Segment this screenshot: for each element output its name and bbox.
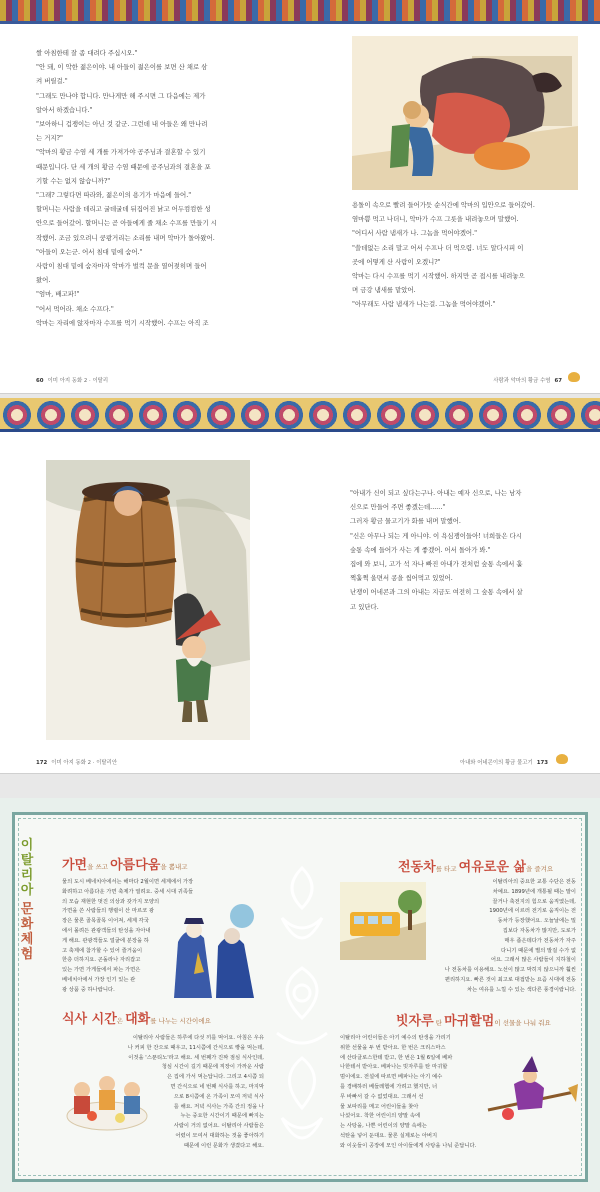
decorative-border-top bbox=[0, 0, 600, 24]
cat-icon bbox=[568, 372, 580, 382]
decorative-border-top bbox=[0, 398, 600, 432]
book-spread-3-culture bbox=[0, 798, 600, 1192]
folio-left bbox=[36, 758, 117, 766]
vertical-section-title bbox=[18, 838, 36, 962]
section-line: 화려하고 아름다운 가면 축제가 열려요. 중세 시대 귀족들 bbox=[62, 888, 194, 895]
story-line: 알아서 하겠습니다." bbox=[36, 105, 93, 114]
section-line: 매우 좁은데다가 전동차가 자주 bbox=[504, 937, 576, 944]
page-number-left: 60 bbox=[36, 378, 44, 384]
page-number-right: 67 bbox=[554, 378, 562, 384]
page-number-right: 173 bbox=[536, 760, 548, 766]
story-line: 왔어. bbox=[36, 276, 51, 285]
folio-left bbox=[36, 376, 108, 384]
running-head-right: 아내와 어네콘이의 황금 물고기 bbox=[459, 760, 533, 766]
vertical-title-culture: 문 화 체 험 bbox=[20, 902, 34, 962]
section-line: 다니기 때문에 별의 발걸 수가 없 bbox=[501, 947, 576, 954]
page-number-left: 172 bbox=[36, 760, 48, 766]
masked-figures-art bbox=[168, 902, 260, 1002]
illustration-family-dinner bbox=[62, 1066, 152, 1138]
section-line: 게 해요. 관광객들도 얼굴에 분장을 하 bbox=[62, 937, 149, 944]
folio-right bbox=[460, 758, 548, 766]
section-line: 으로 8시쯤에 온 가족이 모여 저녁 식사 bbox=[173, 1093, 264, 1100]
devil-scene-art bbox=[352, 36, 578, 190]
story-line: 난쟁이 어네콘과 그의 아내는 지금도 여전히 그 숲통 속에서 살 bbox=[350, 588, 523, 597]
dinner-scene-art bbox=[62, 1066, 152, 1138]
story-line: 숲통 속에 들어가 사는 게 좋겠어. 어서 돌아가 봐." bbox=[350, 545, 491, 554]
story-line: "어서 먹어라. 채소 수프다." bbox=[36, 304, 114, 313]
story-line: "엄마, 배고파!" bbox=[36, 290, 80, 299]
section-line: 이탈리아의 중요한 교통 수단은 전동 bbox=[492, 879, 576, 885]
section-line: 장은 물론 골목골목 이어져, 세계 각국 bbox=[62, 918, 149, 925]
section-title-meals: 식사 시간은 대화를 나누는 시간이에요 bbox=[62, 1012, 211, 1027]
section-line: 끌거나 축전지의 힘으로 움직였는데, bbox=[492, 898, 576, 905]
section-line: 나 커피 한 잔으로 때우고, 11시쯤에 간식으로 빵을 먹는데, bbox=[127, 1044, 264, 1051]
running-head-left: 이미 아지 동화 2 · 이탈리 bbox=[47, 378, 109, 384]
story-line: 켜 버릴걸." bbox=[36, 77, 68, 86]
section-line: 나한테서 받아요. 베파나는 빗자루를 탄 마귀할 bbox=[340, 1064, 448, 1071]
section-line: 어렸이 모여서 대화하는 것을 좋아하기 bbox=[175, 1132, 264, 1139]
story-line: 며 금강 냄새를 맡았어. bbox=[352, 286, 416, 295]
section-title-befana: 빗자루 탄 마귀할멈이 선물을 나눠 줘요 bbox=[396, 1014, 551, 1029]
illustration-befana-witch bbox=[484, 1054, 578, 1130]
story-line: "안 돼, 이 악한 젊은이야. 내 아들이 젊은이를 보면 산 채로 삼 bbox=[36, 63, 208, 72]
story-line: 집에 와 보니, 고가 석 자나 빠진 아내가 전처럼 숲통 속에서 훌 bbox=[350, 560, 523, 569]
barrel-scene-art bbox=[46, 460, 250, 740]
book-spread-2 bbox=[0, 398, 600, 774]
story-line: 안으로 들어갔어. 할머니는 곧 아들에게 줄 채소 수프를 만들기 시 bbox=[36, 219, 217, 228]
section-line: 차예요. 1899년에 개통될 때는 말이 bbox=[492, 888, 576, 895]
section-line: 석탄을 넣어 둔대요. 물론 실제로는 아버지 bbox=[340, 1132, 438, 1139]
story-text-left bbox=[36, 46, 286, 330]
story-line: "보아하니 겁쟁이는 아닌 것 같군. 그런데 내 아들은 왜 만나려 bbox=[36, 120, 208, 129]
section-line: 한층 더하지요. 곤돌라나 자리잡고 bbox=[62, 957, 141, 964]
section-line: 를 경배하러 베들레헴에 가려고 했지만, 너 bbox=[340, 1083, 438, 1090]
story-line: 작했어. 조금 있으려니 쿵쾅거리는 소리를 내며 악마가 돌아왔어. bbox=[36, 233, 215, 242]
illustration-tram bbox=[340, 882, 426, 960]
running-head-right: 사람과 악마의 황금 수염 bbox=[493, 378, 551, 384]
section-line: 는 사탕을, 나쁜 어린이의 양말 속에는 bbox=[340, 1123, 427, 1130]
section-line: 에서 몰려든 관광객들의 탄성을 자아내 bbox=[62, 927, 151, 934]
section-line: 편리하지요. 빠른 것이 최고로 대접받는 요즘 시대에 전동 bbox=[444, 976, 576, 983]
section-line: 때문에 이런 문화가 생겼다고 해요. bbox=[183, 1142, 264, 1149]
story-line: "신은 아무나 되는 게 아니야. 이 욕심쟁이들아! 너희들은 다시 bbox=[350, 531, 522, 540]
illustration-carnival-masks bbox=[168, 902, 260, 1002]
section-line: 위한 선물을 두 번 받아요. 한 번은 크리스마스 bbox=[340, 1044, 446, 1051]
story-line: "쓸데없는 소리 말고 어서 수프나 더 먹으렴. 너도 알다시피 이 bbox=[352, 243, 524, 252]
section-line: 무 바빠서 갈 수 없었대요. 그래서 선 bbox=[340, 1093, 424, 1100]
section-line: 이것을 '스푼티노'라고 해요. 세 번째가 진짜 점심 식사인데, bbox=[128, 1054, 264, 1061]
story-line: "아무래도 사람 냄새가 나는걸. 그놈을 먹어야겠어." bbox=[352, 300, 496, 309]
story-line: "어디서 사람 냄새가 나. 그놈을 먹어야겠어." bbox=[352, 229, 478, 238]
section-line: 와 이웃들이 공장에 모인 아이들에게 사탕을 나눠 준답니다. bbox=[340, 1142, 477, 1149]
story-line: 그러자 황금 물고기가 화를 내며 말했어. bbox=[350, 517, 461, 526]
section-line: 동차가 등장했어요. 오늘날에는 밀 bbox=[497, 918, 576, 925]
folio-right bbox=[493, 376, 562, 384]
section-line: 나섰어요. 착한 어린이의 양말 속에 bbox=[340, 1113, 421, 1120]
section-line: 면 간식으로 네 번째 식사를 하고, 마지막 bbox=[170, 1083, 264, 1090]
story-line: "아내가 신이 되고 싶다는구나. 아내는 예자 신으로, 나는 남자 bbox=[350, 489, 522, 497]
section-line: 멈이에요. 전설에 따르면 베파나는 아기 예수 bbox=[340, 1074, 443, 1081]
section-line: 에 산타클로스한테 받고, 한 번은 1월 6일에 베파 bbox=[340, 1054, 453, 1061]
center-ornament bbox=[262, 858, 342, 1178]
story-line: 용돌이 속으로 빨려 들어가듯 순식간에 악마의 입안으로 들어갔어. bbox=[352, 201, 535, 209]
witch-on-broom-art bbox=[484, 1054, 578, 1130]
section-line: 사람이 거의 없어요. 이탈리아 사람들은 bbox=[173, 1123, 264, 1130]
story-line: 기할 수는 없지 않습니까?" bbox=[36, 176, 111, 185]
section-line: 물의 도시 베네치아에서는 해마다 2월이면 세계에서 가장 bbox=[62, 879, 194, 885]
vertical-title-country: 이 탈 리 아 bbox=[20, 838, 34, 898]
story-line: 때문입니다. 단 세 개의 황금 수염 때문에 공주님과의 결혼을 포 bbox=[36, 162, 211, 171]
section-line: 이탈리아 어린이들은 아기 예수의 탄생을 가리기 bbox=[340, 1035, 451, 1041]
section-line: 광 상품 중 하나랍니다. bbox=[62, 986, 115, 993]
section-line: 은 집에 가서 먹는답니다. 그리고 4시쯤 되 bbox=[166, 1074, 264, 1081]
story-line: 악마는 자리에 앉자마자 수프를 먹기 시작했어. 수프는 아직 조 bbox=[36, 318, 209, 327]
story-line: 악마는 다시 수프를 먹기 시작했어. 하지만 곧 접시를 내려놓으 bbox=[352, 272, 525, 281]
section-line: 고 축제에 참가할 수 있어 즐거움이 bbox=[62, 947, 143, 954]
illustration-barrel-dwarf bbox=[46, 460, 250, 740]
section-line: 어요. 그래서 많은 사람들이 지하철이 bbox=[490, 957, 576, 964]
section-line: 1900년에 이르러 전기로 움직이는 전 bbox=[489, 908, 576, 915]
story-line: 고 있단다. bbox=[350, 602, 379, 611]
section-title-trams: 전동차를 타고 여유로운 삶을 즐겨요 bbox=[398, 860, 554, 875]
section-line: 누는 중요한 시간이기 때문에 빠지는 bbox=[180, 1113, 264, 1120]
story-line: "아들이 오는군. 어서 침대 밑에 숨어." bbox=[36, 247, 143, 256]
story-line: 사람이 침대 밑에 숨자마자 악마가 벌컥 문을 열어젖히며 들어 bbox=[36, 262, 207, 271]
story-line: 곳에 어떻게 산 사람이 오겠니?" bbox=[352, 257, 441, 266]
section-title-masks: 가면을 쓰고 아름다움을 뽐내고 bbox=[62, 858, 188, 873]
section-line: 나 전동차를 이용해요. 노선이 많고 막히지 않으니까 훨씬 bbox=[444, 967, 576, 974]
section-line: 의 모습 재현한 멋진 의상과 갖가지 모양의 bbox=[62, 898, 160, 905]
section-line: 베네치아에서 가장 인기 있는 관 bbox=[62, 976, 136, 983]
story-line: 쌀 아침한테 잘 좀 대려다 주십시오." bbox=[36, 49, 138, 57]
section-line: 집보다 자동차가 많지만, 도로가 bbox=[502, 927, 576, 934]
section-line: 를 해요. 저녁 식사는 가족 간의 정을 나 bbox=[173, 1103, 264, 1110]
story-text-right bbox=[350, 486, 582, 614]
story-line: 염마쁨 먹고 나더니, 악마가 수프 그릇을 내려놓으며 말했어. bbox=[352, 215, 519, 224]
story-line: 신으로 만들어 주면 좋겠는데......" bbox=[350, 503, 446, 512]
section-line: 물 보따리를 메고 어린이들을 찾아 bbox=[340, 1103, 419, 1110]
running-head-left: 이미 아지 동화 2 · 이탈리안 bbox=[51, 760, 118, 766]
story-line: 쩍훌쩍 울면서 콩을 씹어먹고 있었어. bbox=[350, 574, 453, 583]
story-line: 할머니는 사람을 데리고 굴데굴데 뒤집어진 낡고 어두컴컴한 성 bbox=[36, 205, 211, 214]
section-line: 가면을 쓴 사람들의 행렬이 산 마르코 광 bbox=[62, 908, 154, 915]
book-spread-1 bbox=[0, 0, 600, 394]
story-line: "악마의 황금 수염 세 개를 가져가야 공주님과 결혼할 수 있기 bbox=[36, 148, 206, 157]
story-line: "그래도 만나야 합니다. 만나게만 해 주시면 그 다음에는 제가 bbox=[36, 91, 206, 100]
story-line: 는 거지?" bbox=[36, 134, 63, 143]
section-line: 청심 시간이 길기 때문에 직장이 가까운 사람 bbox=[161, 1064, 264, 1071]
section-line: 있는 가면 가게들에서 파는 가면은 bbox=[62, 967, 141, 974]
section-line: 이탈리아 사람들은 하루에 다섯 끼를 먹어요. 아침은 우유 bbox=[132, 1035, 264, 1041]
story-text-right bbox=[352, 198, 582, 312]
tram-scene-art bbox=[340, 882, 426, 960]
story-line: "그래? 그렇다면 따라와, 젊은이의 용기가 마음에 들어." bbox=[36, 191, 192, 200]
bird-icon bbox=[556, 754, 568, 764]
illustration-devil-and-grandmother bbox=[352, 36, 578, 190]
section-line: 차는 여유를 느낄 수 있는 색다른 풍경이랍니다. bbox=[466, 986, 576, 993]
